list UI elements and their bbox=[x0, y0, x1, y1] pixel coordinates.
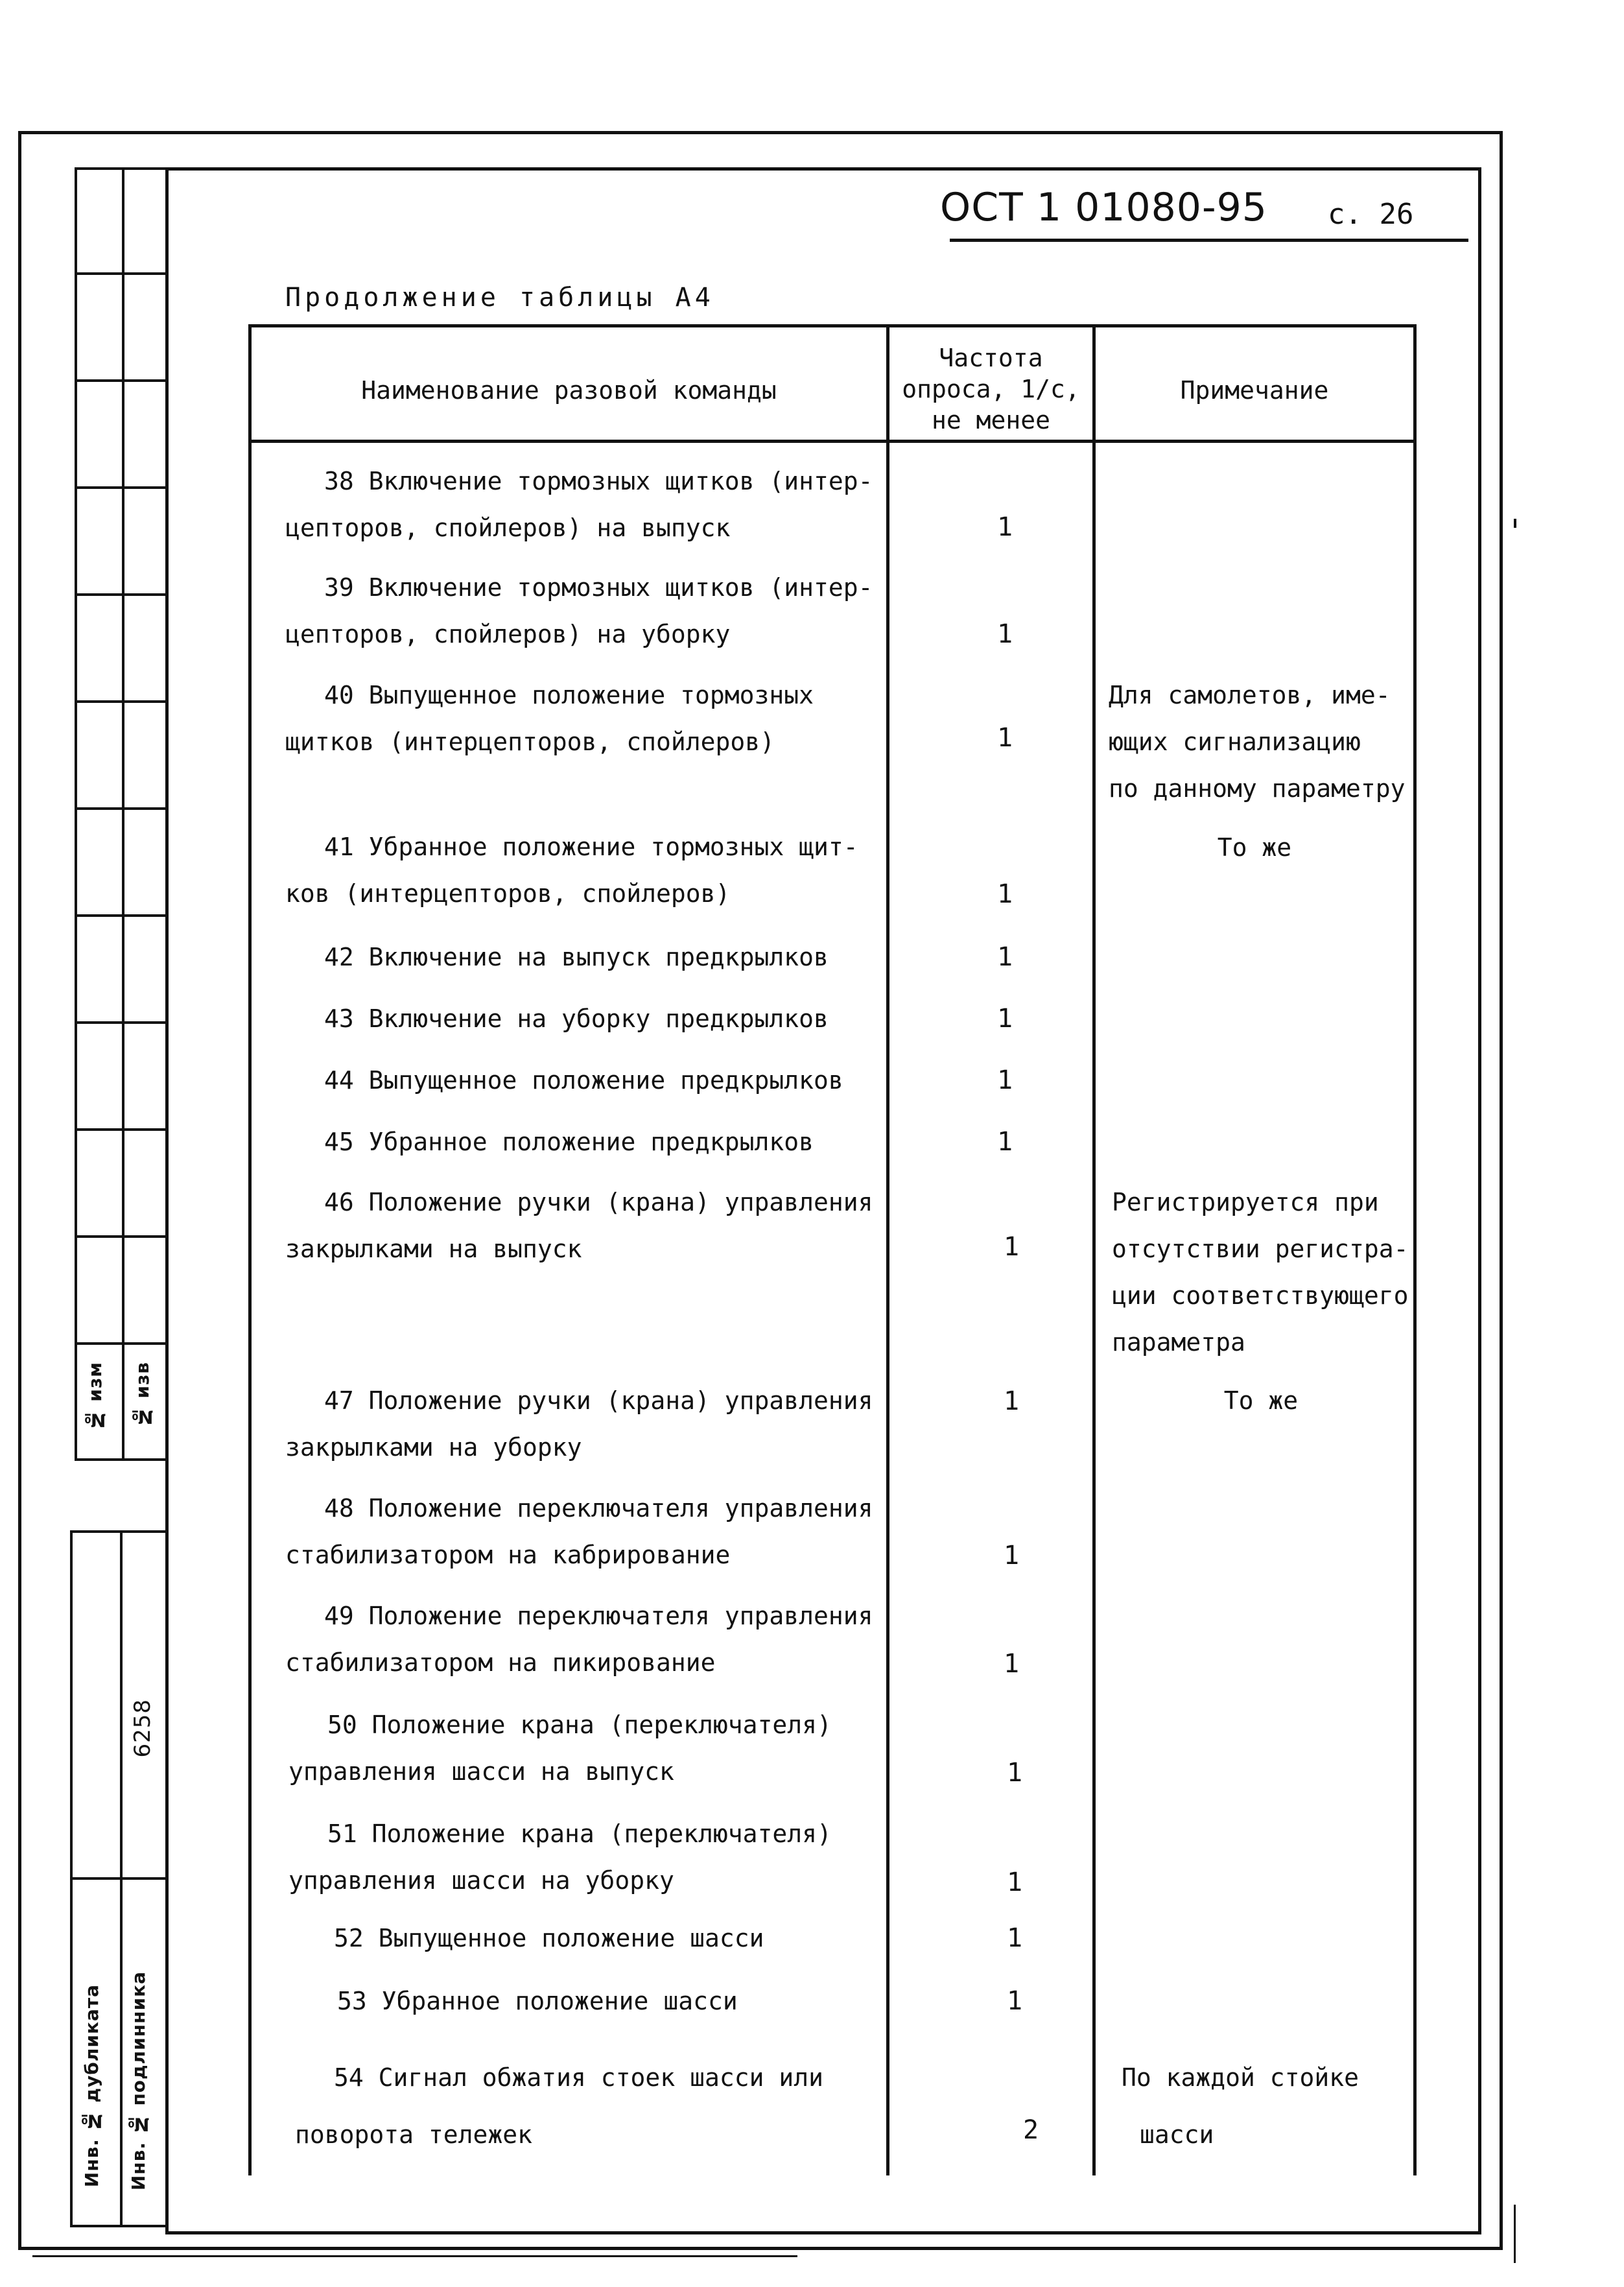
stamp-row-line bbox=[75, 379, 169, 382]
table-row bbox=[285, 824, 882, 917]
scan-artifact bbox=[1514, 2205, 1516, 2263]
row-text-line: ков (интерцепторов, спойлеров) bbox=[285, 879, 731, 908]
note-line: отсутствии регистра- bbox=[1112, 1235, 1409, 1263]
note-line: параметра bbox=[1112, 1328, 1245, 1357]
table-row: 45 Убранное положение предкрылков bbox=[324, 1128, 814, 1156]
row-note bbox=[1122, 2049, 1413, 2163]
column-header-frequency-line: опроса, 1/с, bbox=[902, 375, 1080, 403]
row-text-line: 50 Положение крана (переключателя) bbox=[327, 1711, 832, 1739]
table-row: 43 Включение на уборку предкрылков bbox=[324, 1004, 829, 1033]
table-row bbox=[288, 1701, 885, 1795]
row-frequency: 1 bbox=[1003, 1232, 1020, 1262]
table-row: 44 Выпущенное положение предкрылков bbox=[324, 1066, 843, 1095]
stamp-row-line bbox=[75, 1021, 169, 1024]
stamp-row-line bbox=[75, 914, 169, 917]
row-text-line: цепторов, спойлеров) на уборку bbox=[285, 620, 731, 648]
scan-artifact bbox=[18, 788, 21, 794]
row-frequency: 1 bbox=[996, 942, 1013, 972]
table-row bbox=[285, 1179, 882, 1272]
scan-artifact bbox=[1514, 519, 1516, 528]
row-frequency: 1 bbox=[996, 1127, 1013, 1157]
row-text-line: управления шасси на уборку bbox=[288, 1866, 674, 1895]
row-frequency: 1 bbox=[996, 879, 1013, 909]
column-header-frequency-line: не менее bbox=[931, 406, 1051, 434]
stamp-row-line bbox=[75, 486, 169, 489]
document-code: ОСТ 1 01080-95 bbox=[940, 185, 1267, 230]
row-text-line: закрылками на выпуск bbox=[285, 1235, 582, 1263]
column-header-name: Наименование разовой команды bbox=[361, 376, 777, 405]
row-frequency: 1 bbox=[1003, 1386, 1020, 1416]
note-line: Регистрируется при bbox=[1112, 1188, 1379, 1216]
table-row bbox=[285, 458, 882, 551]
stamp-row-line bbox=[75, 593, 169, 596]
table-col-divider-2 bbox=[1092, 324, 1096, 2175]
row-text-line: 48 Положение переключателя управления bbox=[324, 1494, 873, 1523]
column-header-note: Примечание bbox=[1180, 376, 1329, 405]
stamp-row-line bbox=[75, 272, 169, 275]
row-frequency: 1 bbox=[996, 512, 1013, 542]
stamp-row-line bbox=[70, 1877, 169, 1880]
table-top-border bbox=[248, 324, 1417, 327]
row-text-line: стабилизатором на пикирование bbox=[285, 1648, 716, 1677]
row-text-line: 49 Положение переключателя управления bbox=[324, 1602, 873, 1630]
row-text-line: 54 Сигнал обжатия стоек шасси или bbox=[334, 2063, 823, 2092]
table-row bbox=[295, 2049, 885, 2163]
row-text-line: 40 Выпущенное положение тормозных bbox=[324, 681, 814, 709]
table-row bbox=[285, 564, 882, 658]
note-line: ющих сигнализацию bbox=[1109, 728, 1361, 756]
row-text-line: 38 Включение тормозных щитков (интер- bbox=[324, 467, 873, 495]
stamp-inv-dubl-label: Инв. № дубликата bbox=[81, 1984, 102, 2188]
row-text-line: щитков (интерцепторов, спойлеров) bbox=[285, 728, 775, 756]
row-frequency: 1 bbox=[1003, 1541, 1020, 1570]
row-note: То же bbox=[1223, 1386, 1299, 1415]
stamp-row-line bbox=[75, 807, 169, 810]
table-row: 52 Выпущенное положение шасси bbox=[334, 1924, 764, 1952]
note-line: По каждой стойке bbox=[1122, 2063, 1359, 2092]
row-text-line: 51 Положение крана (переключателя) bbox=[327, 1819, 832, 1848]
page-number: с. 26 bbox=[1328, 198, 1414, 231]
row-text-line: 41 Убранное положение тормозных щит- bbox=[324, 833, 858, 861]
row-text-line: 46 Положение ручки (крана) управления bbox=[324, 1188, 873, 1216]
table-row bbox=[285, 1377, 882, 1471]
column-header-frequency bbox=[889, 342, 1092, 436]
stamp-row-line bbox=[75, 700, 169, 703]
row-note: То же bbox=[1217, 833, 1292, 862]
column-header-frequency-line: Частота bbox=[939, 344, 1043, 372]
row-frequency: 1 bbox=[1006, 1867, 1023, 1897]
row-frequency: 1 bbox=[1006, 1923, 1023, 1953]
row-frequency: 2 bbox=[1022, 2115, 1039, 2145]
stamp-inv-podl-label: Инв. № подлинника bbox=[128, 1971, 149, 2191]
row-text-line: управления шасси на выпуск bbox=[288, 1757, 674, 1786]
row-text-line: цепторов, спойлеров) на выпуск bbox=[285, 514, 731, 542]
table-row: 42 Включение на выпуск предкрылков bbox=[324, 943, 829, 971]
stamp-izm-label: № изм bbox=[84, 1362, 106, 1431]
row-text-line: закрылками на уборку bbox=[285, 1433, 582, 1462]
row-text-line: стабилизатором на кабрирование bbox=[285, 1541, 731, 1569]
row-frequency: 1 bbox=[996, 1004, 1013, 1034]
table-col-divider-1 bbox=[886, 324, 889, 2175]
stamp-row-line bbox=[75, 1342, 169, 1345]
row-note bbox=[1112, 1179, 1417, 1366]
stamp-divider bbox=[122, 167, 124, 1461]
table-caption: Продолжение таблицы А4 bbox=[285, 283, 714, 313]
row-frequency: 1 bbox=[996, 723, 1013, 753]
row-text-line: 47 Положение ручки (крана) управления bbox=[324, 1386, 873, 1415]
table-row bbox=[285, 1485, 882, 1578]
note-line: по данному параметру bbox=[1109, 774, 1406, 803]
scan-artifact bbox=[32, 2255, 797, 2257]
header-underline bbox=[950, 239, 1468, 242]
table-left-border bbox=[248, 324, 252, 2175]
table-row bbox=[285, 1593, 882, 1686]
table-row: 53 Убранное положение шасси bbox=[337, 1987, 738, 2015]
table-header-bottom bbox=[248, 440, 1417, 443]
stamp-inv-podl-value: 6258 bbox=[130, 1699, 156, 1758]
note-line: ции соответствующего bbox=[1112, 1281, 1409, 1310]
table-row bbox=[285, 672, 882, 765]
stamp-row-line bbox=[75, 1235, 169, 1238]
note-line: Для самолетов, име- bbox=[1109, 681, 1391, 709]
row-frequency: 1 bbox=[1006, 1986, 1023, 2016]
row-frequency: 1 bbox=[996, 619, 1013, 649]
stamp-izv-label: № изв bbox=[132, 1362, 153, 1428]
row-note bbox=[1109, 672, 1413, 812]
table-row bbox=[288, 1810, 885, 1904]
row-frequency: 1 bbox=[1006, 1758, 1023, 1788]
note-line: шасси bbox=[1140, 2120, 1214, 2149]
row-text-line: поворота тележек bbox=[295, 2120, 533, 2149]
stamp-row-line bbox=[75, 1128, 169, 1131]
row-text-line: 39 Включение тормозных щитков (интер- bbox=[324, 573, 873, 602]
row-frequency: 1 bbox=[996, 1065, 1013, 1095]
row-frequency: 1 bbox=[1003, 1649, 1020, 1679]
